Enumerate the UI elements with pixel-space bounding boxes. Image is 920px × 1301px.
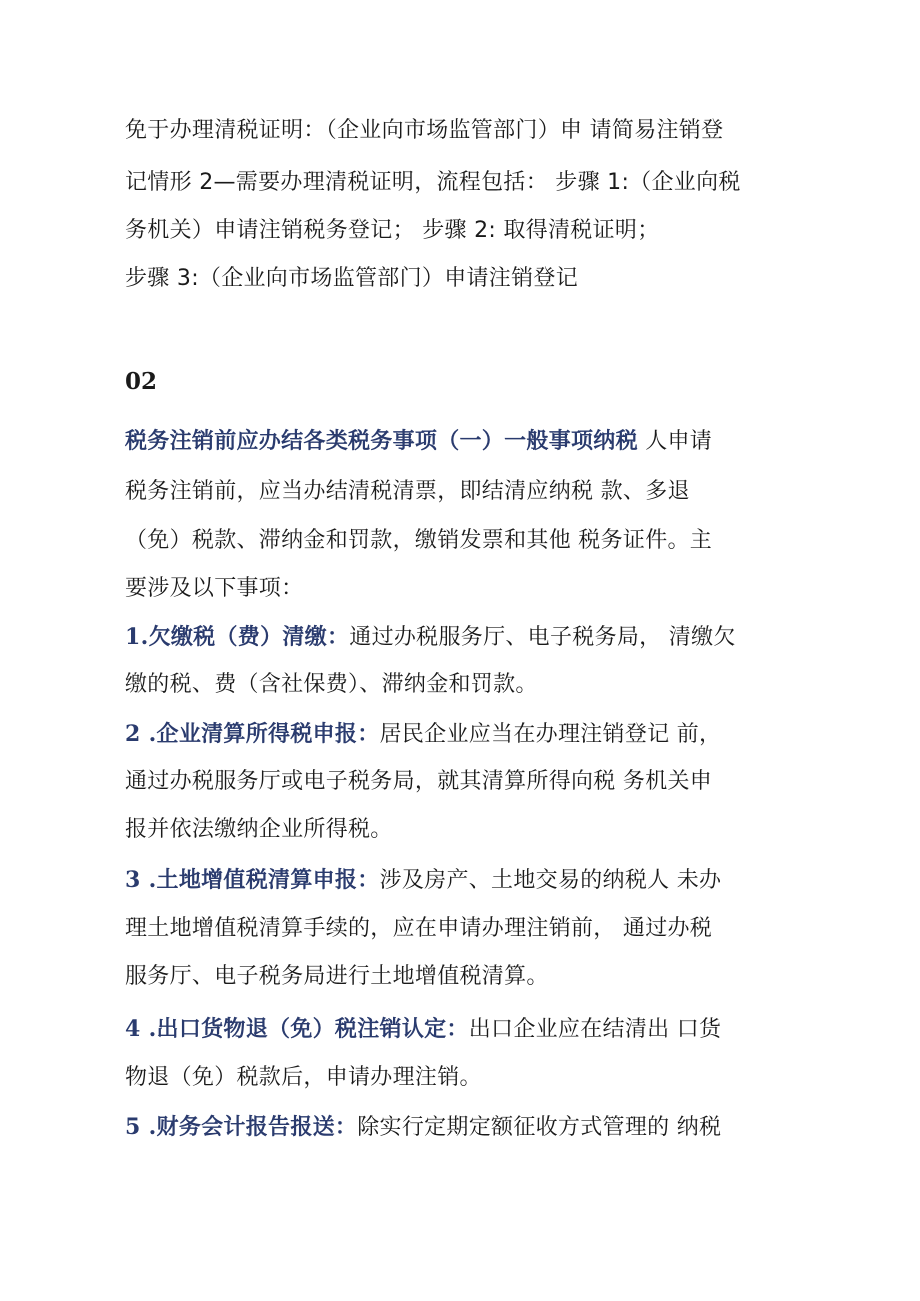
- item-2-number: 2 .: [125, 721, 157, 747]
- item-5-label: 财务会计报告报送：: [156, 1115, 358, 1140]
- item-3-label: 土地增值税清算申报：: [156, 868, 380, 893]
- item-4-number: 4 .: [125, 1016, 157, 1042]
- item-1-label: 欠缴税（费）清缴：: [148, 625, 350, 650]
- item-5-line-1: [125, 1112, 721, 1143]
- item-2-line-3: 报并依法缴纳企业所得税。: [125, 817, 393, 842]
- item-1-number: 1.: [125, 624, 149, 650]
- intro-line-1: 免于办理清税证明：（企业向市场监管部门）申 请简易注销登: [125, 118, 724, 143]
- item-1-line-2: 缴的税、费（含社保费）、滞纳金和罚款。: [125, 672, 538, 697]
- item-4-label: 出口货物退（免）税注销认定：: [156, 1017, 469, 1042]
- item-4-line-2: 物退（免）税款后，申请办理注销。: [125, 1065, 482, 1090]
- section-number: 02: [125, 368, 158, 395]
- section-para-line-4: 要涉及以下事项：: [125, 576, 304, 601]
- section-title-line: [125, 427, 712, 457]
- item-2-line-2: 通过办税服务厅或电子税务局，就其清算所得向税 务机关申: [125, 769, 713, 794]
- intro-line-2: 记情形 2—需要办理清税证明，流程包括： 步骤 1:（企业向税: [125, 170, 741, 195]
- item-3-line-3: 服务厅、电子税务局进行土地增值税清算。: [125, 964, 549, 989]
- section-title-rest: 人申请: [637, 429, 713, 454]
- item-5-number: 5 .: [125, 1114, 157, 1140]
- section-para-line-3: （免）税款、滞纳金和罚款，缴销发票和其他 税务证件。主: [125, 528, 713, 553]
- item-4-text: 出口企业应在结清出 口货: [468, 1017, 722, 1042]
- intro-line-4: 步骤 3:（企业向市场监管部门）申请注销登记: [125, 266, 579, 291]
- item-1-text: 通过办税服务厅、电子税务局， 清缴欠: [349, 625, 736, 650]
- intro-line-3: 务机关）申请注销税务登记； 步骤 2: 取得清税证明；: [125, 218, 660, 243]
- section-para-line-2: 税务注销前，应当办结清税清票，即结清应纳税 款、多退: [125, 479, 690, 504]
- item-5-text: 除实行定期定额征收方式管理的 纳税: [357, 1115, 722, 1140]
- item-2-text: 居民企业应当在办理注销登记 前，: [379, 722, 722, 747]
- item-3-text: 涉及房产、土地交易的纳税人 未办: [379, 868, 722, 893]
- item-3-line-2: 理土地增值税清算手续的，应在申请办理注销前， 通过办税: [125, 916, 713, 941]
- item-2-label: 企业清算所得税申报：: [156, 722, 380, 747]
- item-2-line-1: [125, 719, 721, 750]
- item-3-line-1: [125, 865, 721, 896]
- item-4-line-1: [125, 1014, 721, 1045]
- section-title: 税务注销前应办结各类税务事项（一）一般事项纳税: [125, 429, 638, 454]
- item-1-line-1: [125, 622, 736, 653]
- item-3-number: 3 .: [125, 867, 157, 893]
